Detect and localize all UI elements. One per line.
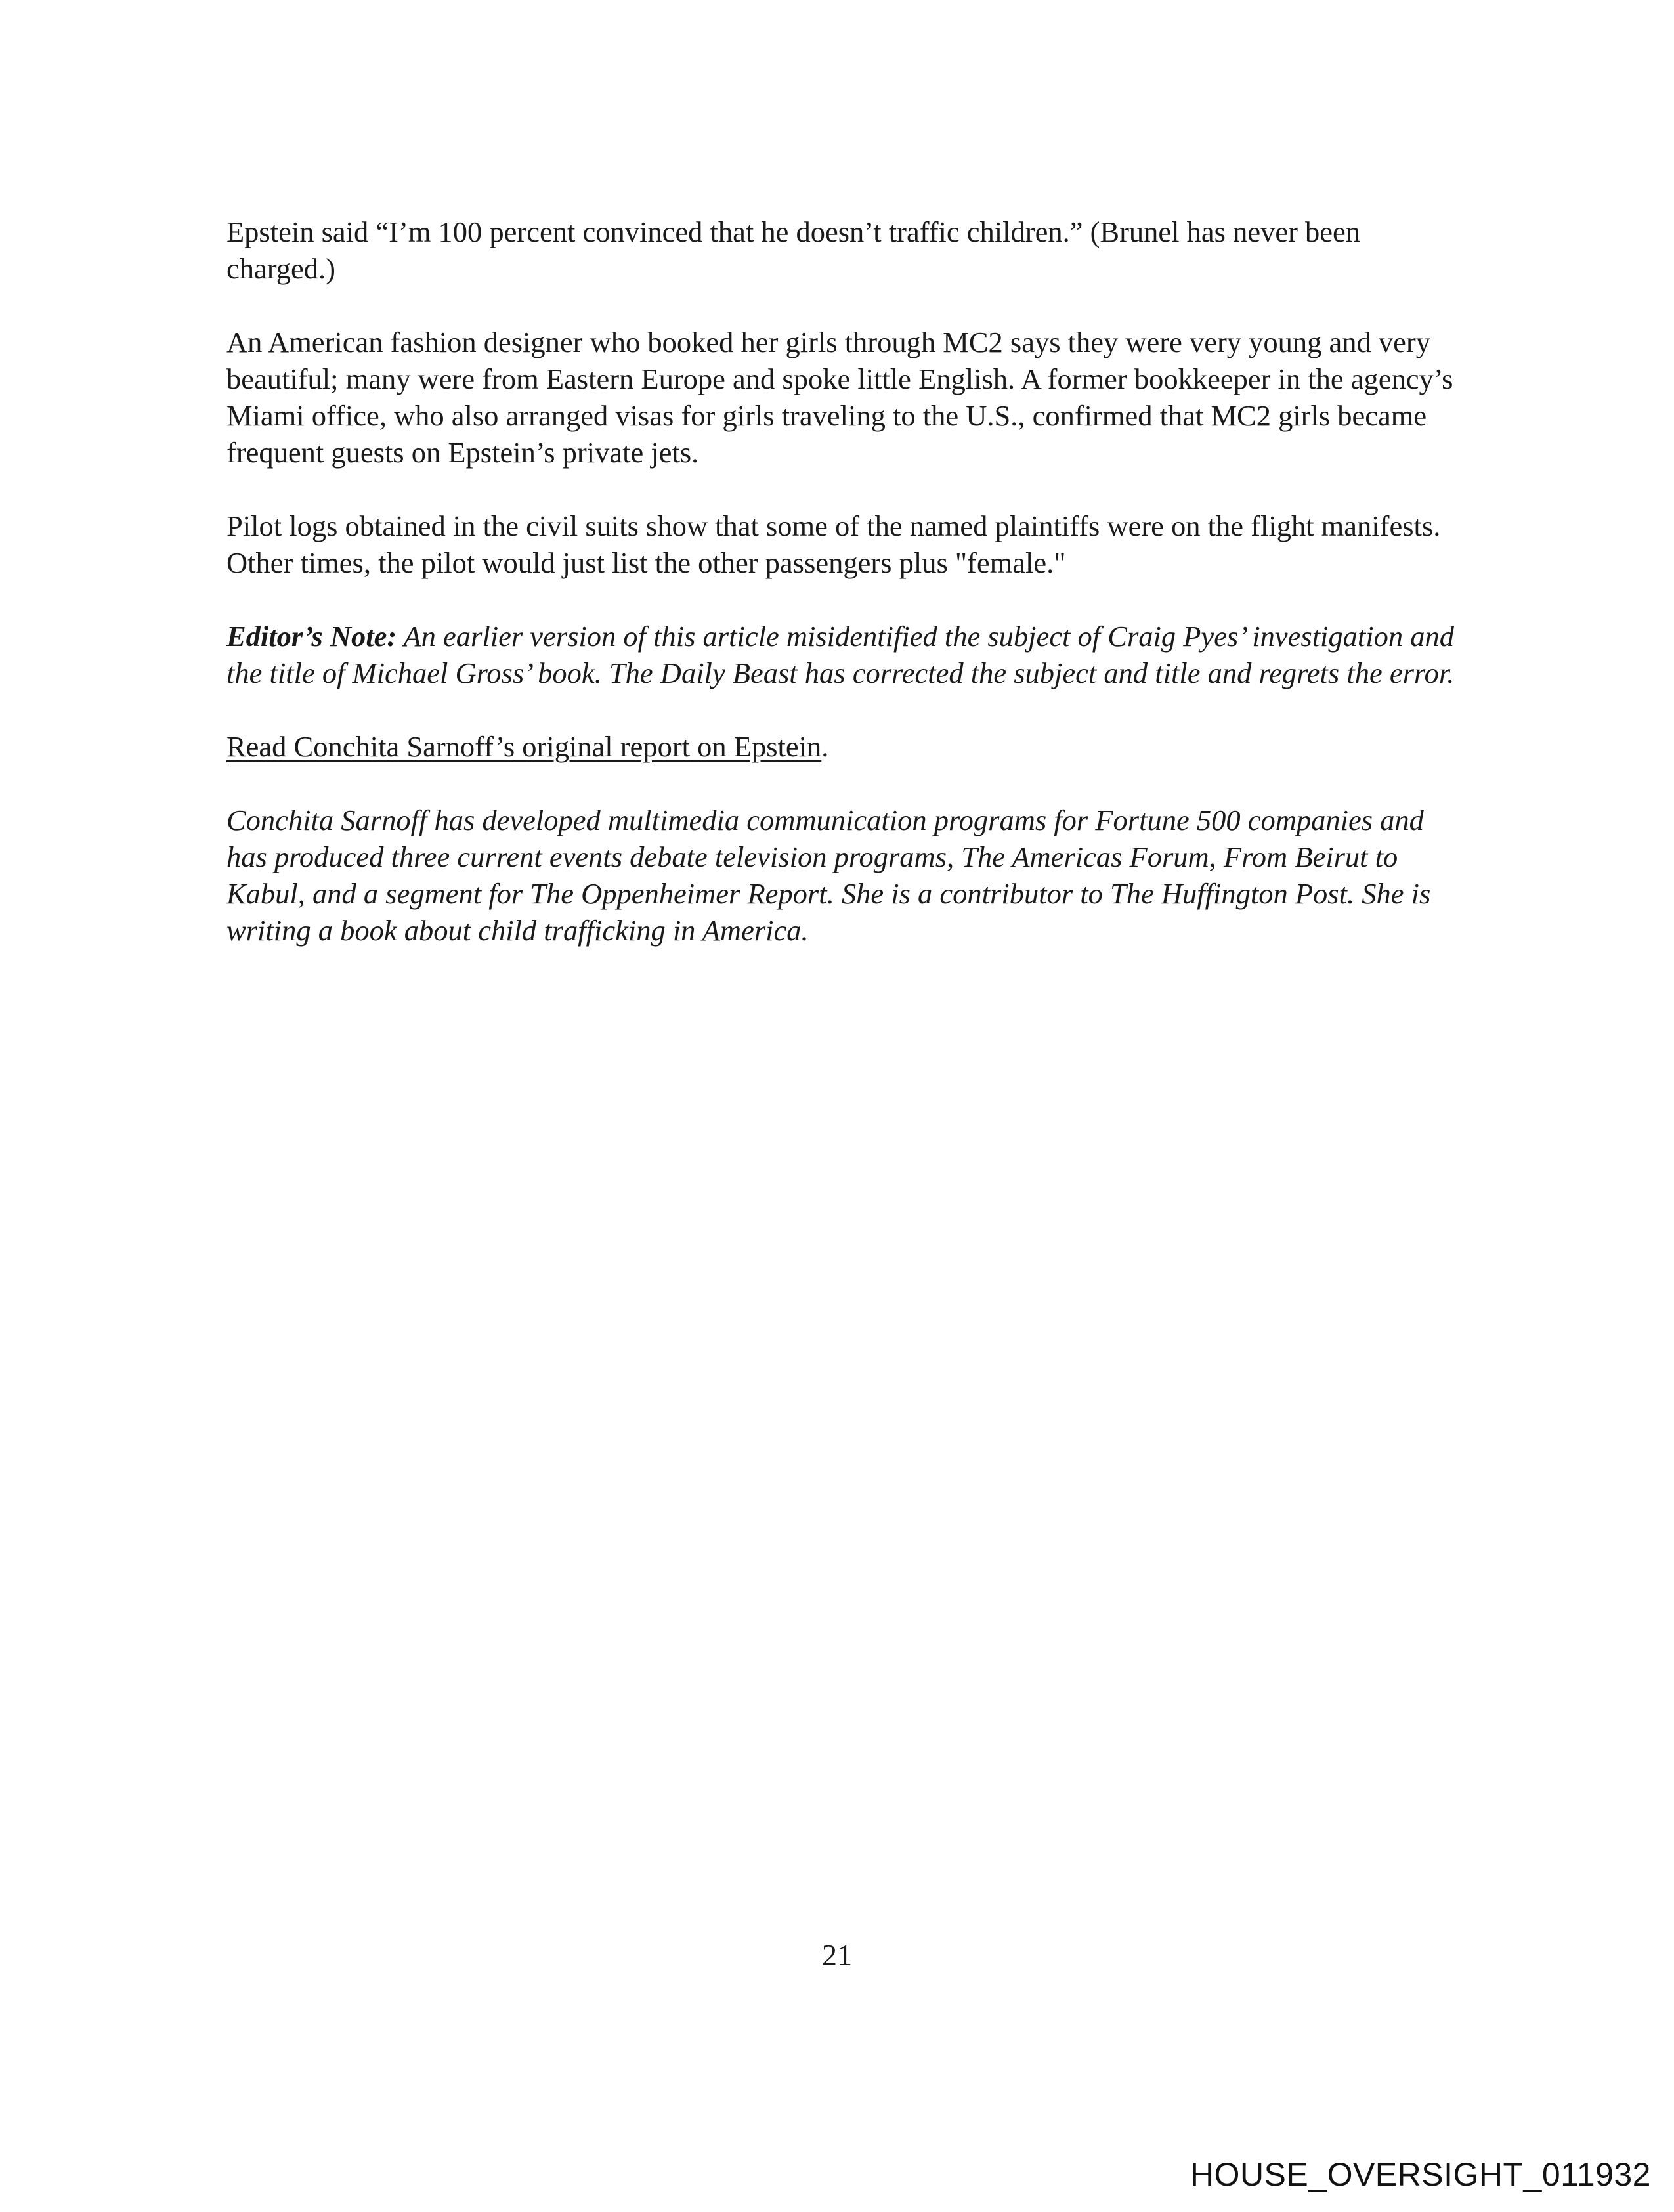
article-body <box>226 213 1461 986</box>
page-number: 21 <box>822 1938 852 1972</box>
read-original-report <box>226 728 1461 765</box>
editors-note <box>226 618 1461 691</box>
original-report-link[interactable]: Read Conchita Sarnoff’s original report on Epstein <box>226 730 822 763</box>
editors-note-text: An earlier version of this article misidentified the subject of Craig Pyes’ investigation and the title of Michael Gross’ book. The Daily Beast has corrected the subject and title and regrets the error. <box>226 620 1455 689</box>
paragraph-pilot-logs: Pilot logs obtained in the civil suits show that some of the named plaintiffs were on the flight manifests. Other times, the pilot would just list the other passengers plus "female." <box>226 510 1441 579</box>
paragraph-fashion-designer: An American fashion designer who booked her girls through MC2 says they were very young and very beautiful; many were from Eastern Europe and spoke little English. A former bookkeeper in the agency’s Miami office, who also arranged visas for girls traveling to the U.S., confirmed that MC2 girls became frequent guests on Epstein’s private jets. <box>226 326 1453 469</box>
read-link-trailing: . <box>821 730 829 763</box>
editors-note-label: Editor’s Note: <box>226 620 397 653</box>
paragraph-brunel-quote: Epstein said “I’m 100 percent convinced that he doesn’t traffic children.” (Brunel has never been charged.) <box>226 215 1361 285</box>
author-bio: Conchita Sarnoff has developed multimedia communication programs for Fortune 500 companies and has produced three current events debate television programs, The Americas Forum, From Beirut to Kabul, and a segment for The Oppenheimer Report. She is a contributor to The Huffington Post. She is writing a book about child trafficking in America. <box>226 804 1431 947</box>
bates-stamp: HOUSE_OVERSIGHT_011932 <box>1190 2156 1651 2193</box>
